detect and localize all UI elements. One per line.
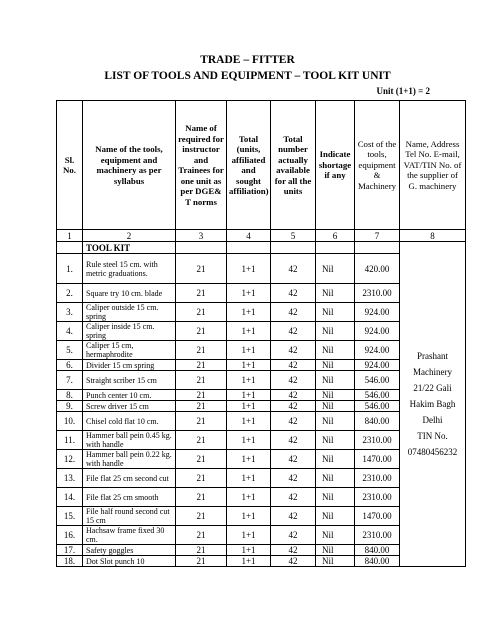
row-sl-number: 9.: [57, 401, 83, 412]
row-required: 21: [176, 284, 227, 303]
row-sl-number: 11.: [57, 431, 83, 450]
row-cost: 546.00: [355, 401, 400, 412]
row-cost: 924.00: [355, 303, 400, 322]
col-header-required: Name of required for instructor and Trainees for one unit as per DGE& T norms: [176, 101, 227, 230]
row-sl-number: 2.: [57, 284, 83, 303]
col-header-total: Total (units, affiliated and sought affiliation): [227, 101, 271, 230]
row-required: 21: [176, 488, 227, 507]
row-tool-name: File half round second cut 15 cm: [83, 507, 176, 526]
row-shortage: Nil: [316, 254, 355, 284]
row-required: 21: [176, 431, 227, 450]
row-tool-name: File flat 25 cm smooth: [83, 488, 176, 507]
row-available: 42: [271, 556, 316, 567]
row-cost: 2310.00: [355, 284, 400, 303]
row-total: 1+1: [227, 254, 271, 284]
row-tool-name: Caliper outside 15 cm. spring: [83, 303, 176, 322]
row-shortage: Nil: [316, 412, 355, 431]
row-sl-number: 7.: [57, 371, 83, 390]
row-required: 21: [176, 507, 227, 526]
row-cost: 924.00: [355, 322, 400, 341]
col-number: 7: [355, 230, 400, 242]
row-cost: 924.00: [355, 341, 400, 360]
row-cost: 1470.00: [355, 507, 400, 526]
row-total: 1+1: [227, 371, 271, 390]
row-total: 1+1: [227, 556, 271, 567]
row-tool-name: Screw driver 15 cm: [83, 401, 176, 412]
row-shortage: Nil: [316, 360, 355, 371]
col-number: 2: [83, 230, 176, 242]
row-required: 21: [176, 526, 227, 545]
row-cost: 1470.00: [355, 450, 400, 469]
row-shortage: Nil: [316, 526, 355, 545]
row-total: 1+1: [227, 431, 271, 450]
row-shortage: Nil: [316, 469, 355, 488]
row-total: 1+1: [227, 390, 271, 401]
col-header-cost: Cost of the tools, equipment & Machinery: [355, 101, 400, 230]
row-sl-number: 8.: [57, 390, 83, 401]
row-total: 1+1: [227, 284, 271, 303]
row-total: 1+1: [227, 526, 271, 545]
row-shortage: Nil: [316, 556, 355, 567]
row-sl-number: 1.: [57, 254, 83, 284]
list-title: LIST OF TOOLS AND EQUIPMENT – TOOL KIT UNIT: [104, 70, 391, 82]
row-shortage: Nil: [316, 303, 355, 322]
row-required: 21: [176, 401, 227, 412]
row-cost: 2310.00: [355, 469, 400, 488]
row-tool-name: Rule steel 15 cm. with metric graduations.: [83, 254, 176, 284]
row-shortage: Nil: [316, 488, 355, 507]
col-header-sl: Sl. No.: [57, 101, 83, 230]
row-cost: 546.00: [355, 371, 400, 390]
row-available: 42: [271, 371, 316, 390]
row-total: 1+1: [227, 545, 271, 556]
supplier-line: Machinery: [413, 367, 452, 377]
row-tool-name: Divider 15 cm spring: [83, 360, 176, 371]
row-shortage: Nil: [316, 401, 355, 412]
row-tool-name: File flat 25 cm second cut: [83, 469, 176, 488]
row-total: 1+1: [227, 303, 271, 322]
col-number: 5: [271, 230, 316, 242]
row-tool-name: Punch center 10 cm.: [83, 390, 176, 401]
row-tool-name: Hammer ball pein 0.22 kg. with handle: [83, 450, 176, 469]
row-sl-number: 5.: [57, 341, 83, 360]
row-shortage: Nil: [316, 341, 355, 360]
row-shortage: Nil: [316, 322, 355, 341]
row-cost: 840.00: [355, 556, 400, 567]
row-shortage: Nil: [316, 431, 355, 450]
supplier-line: 07480456232: [407, 447, 458, 457]
row-sl-number: 17.: [57, 545, 83, 556]
trade-title: TRADE – FITTER: [200, 54, 295, 66]
col-number: 6: [316, 230, 355, 242]
row-required: 21: [176, 556, 227, 567]
row-available: 42: [271, 303, 316, 322]
row-tool-name: Straight scriber 15 cm: [83, 371, 176, 390]
row-tool-name: Chisel cold flat 10 cm.: [83, 412, 176, 431]
col-number: 4: [227, 230, 271, 242]
row-sl-number: 13.: [57, 469, 83, 488]
row-shortage: Nil: [316, 507, 355, 526]
row-available: 42: [271, 322, 316, 341]
row-tool-name: Hammer ball pein 0.45 kg. with handle: [83, 431, 176, 450]
column-number-row: [57, 230, 466, 242]
row-required: 21: [176, 322, 227, 341]
row-available: 42: [271, 488, 316, 507]
col-header-shortage: Indicate shortage if any: [316, 101, 355, 230]
row-total: 1+1: [227, 401, 271, 412]
row-shortage: Nil: [316, 284, 355, 303]
unit-label: Unit (1+1) = 2: [376, 86, 430, 96]
row-sl-number: 6.: [57, 360, 83, 371]
row-required: 21: [176, 412, 227, 431]
col-header-supplier: Name, Address Tel No. E-mail, VAT/TIN No. of the supplier of G. machinery: [400, 101, 466, 230]
row-tool-name: Dot Slot punch 10: [83, 556, 176, 567]
row-total: 1+1: [227, 412, 271, 431]
row-total: 1+1: [227, 488, 271, 507]
supplier-line: Delhi: [422, 415, 443, 425]
row-available: 42: [271, 545, 316, 556]
row-tool-name: Caliper inside 15 cm. spring: [83, 322, 176, 341]
row-required: 21: [176, 469, 227, 488]
row-required: 21: [176, 341, 227, 360]
row-available: 42: [271, 450, 316, 469]
row-sl-number: 3.: [57, 303, 83, 322]
col-number: 8: [400, 230, 466, 242]
row-required: 21: [176, 371, 227, 390]
col-header-available: Total number actually available for all the units: [271, 101, 316, 230]
row-shortage: Nil: [316, 390, 355, 401]
col-number: 1: [57, 230, 83, 242]
row-total: 1+1: [227, 507, 271, 526]
row-required: 21: [176, 390, 227, 401]
row-sl-number: 10.: [57, 412, 83, 431]
header-row: [57, 101, 466, 230]
row-required: 21: [176, 254, 227, 284]
row-total: 1+1: [227, 469, 271, 488]
col-number: 3: [176, 230, 227, 242]
row-available: 42: [271, 526, 316, 545]
row-total: 1+1: [227, 322, 271, 341]
row-required: 21: [176, 360, 227, 371]
row-cost: 2310.00: [355, 488, 400, 507]
row-total: 1+1: [227, 341, 271, 360]
row-shortage: Nil: [316, 450, 355, 469]
row-sl-number: 12.: [57, 450, 83, 469]
row-required: 21: [176, 450, 227, 469]
row-cost: 420.00: [355, 254, 400, 284]
row-sl-number: 4.: [57, 322, 83, 341]
row-cost: 924.00: [355, 360, 400, 371]
row-tool-name: Safety goggles: [83, 545, 176, 556]
row-total: 1+1: [227, 450, 271, 469]
row-available: 42: [271, 412, 316, 431]
tools-table: [56, 100, 466, 567]
supplier-line: Prashant: [417, 351, 448, 361]
supplier-line: Hakim Bagh: [409, 399, 456, 409]
section-label: TOOL KIT: [83, 242, 176, 254]
row-available: 42: [271, 469, 316, 488]
supplier-cell: [400, 242, 466, 567]
row-total: 1+1: [227, 360, 271, 371]
row-sl-number: 14.: [57, 488, 83, 507]
row-required: 21: [176, 303, 227, 322]
row-tool-name: Hachsaw frame fixed 30 cm.: [83, 526, 176, 545]
supplier-line: 21/22 Gali: [413, 383, 452, 393]
row-cost: 546.00: [355, 390, 400, 401]
supplier-line: TIN No.: [417, 431, 448, 441]
row-sl-number: 15.: [57, 507, 83, 526]
row-shortage: Nil: [316, 545, 355, 556]
row-available: 42: [271, 401, 316, 412]
row-available: 42: [271, 431, 316, 450]
row-tool-name: Square try 10 cm. blade: [83, 284, 176, 303]
row-sl-number: 18.: [57, 556, 83, 567]
section-row: [57, 242, 466, 254]
row-required: 21: [176, 545, 227, 556]
row-available: 42: [271, 507, 316, 526]
row-cost: 2310.00: [355, 526, 400, 545]
col-header-name: Name of the tools, equipment and machinery as per syllabus: [83, 101, 176, 230]
row-sl-number: 16.: [57, 526, 83, 545]
row-available: 42: [271, 390, 316, 401]
row-available: 42: [271, 284, 316, 303]
row-cost: 2310.00: [355, 431, 400, 450]
row-available: 42: [271, 341, 316, 360]
row-tool-name: Caliper 15 cm, hermaphrodite: [83, 341, 176, 360]
row-cost: 840.00: [355, 412, 400, 431]
row-shortage: Nil: [316, 371, 355, 390]
row-available: 42: [271, 254, 316, 284]
row-cost: 840.00: [355, 545, 400, 556]
row-available: 42: [271, 360, 316, 371]
